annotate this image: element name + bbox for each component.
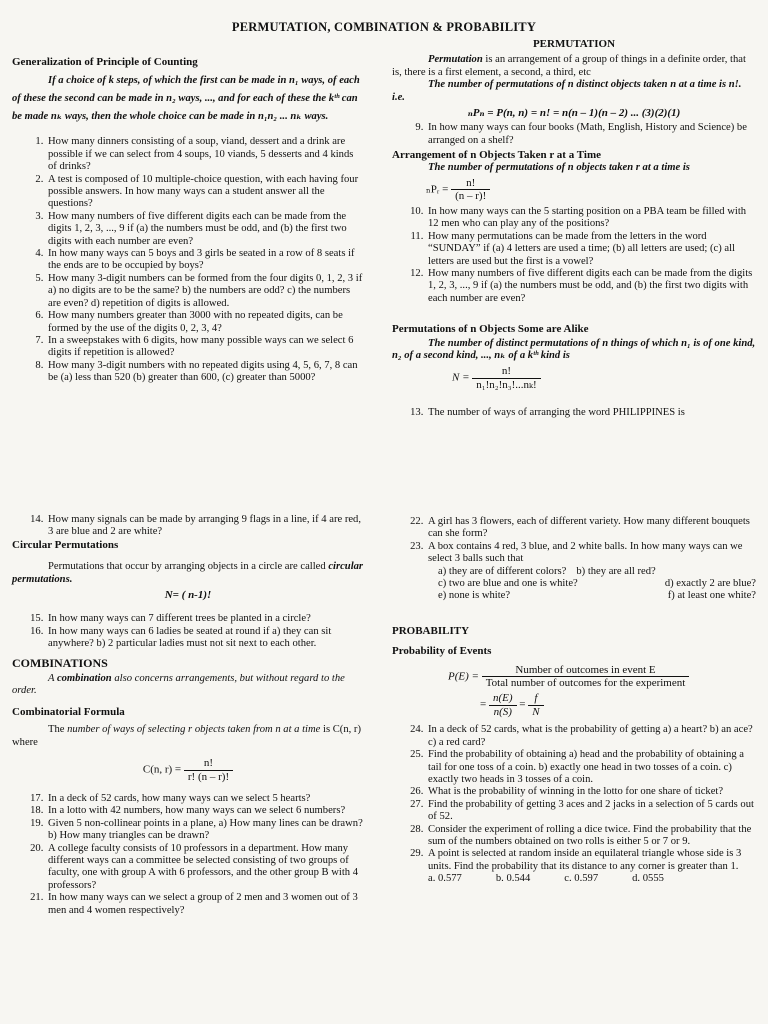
options-row [392, 590, 756, 602]
fraction-denominator: n₁!n₂!n₃!...nₖ! [476, 378, 537, 391]
list-item: 16. In how many ways can 6 ladies be seated at round if a) they can sit anywhere? b) 2 particular ladies must not sit next to each other. [46, 626, 364, 651]
counting-heading: Generalization of Principle of Counting [12, 56, 198, 68]
permutation-term: Permutation [428, 54, 483, 66]
option-text: d) exactly 2 are blue? [664, 578, 756, 590]
permutation-formula: ₙPₙ = P(n, n) = n! = n(n – 1)(n – 2) ... (3)(2)(1) [467, 107, 681, 120]
list-item: 14. How many signals can be made by arranging 9 flags in a line, if 4 are red, 3 are blue and 2 are white? [46, 514, 364, 539]
list-item: 18. In a lotto with 42 numbers, how many ways can we select 6 numbers? [46, 805, 364, 817]
combination-definition-pre: A [48, 673, 57, 685]
circular-formula: N= ( n-1)! [164, 589, 212, 602]
fraction-numerator: n! [451, 177, 490, 190]
list-item [426, 541, 756, 566]
list-item: 4. In how many ways can 5 boys and 3 girls be seated in a row of 8 seats if the ends are to be occupied by boys? [46, 248, 364, 273]
permutation-rule: The number of permutations of n distinct objects taken n at a time is n!. i.e. [392, 79, 742, 103]
combinations-heading: COMBINATIONS [12, 655, 108, 670]
probability-events-heading: Probability of Events [392, 645, 492, 658]
alike-formula-fraction [472, 365, 540, 391]
list-item: 27. Find the probability of getting 3 aces and 2 jacks in a selection of 5 cards out of 52. [426, 799, 756, 824]
arrangement-formula-fraction [451, 177, 490, 203]
combinatorial-definition-post: is C(n, r) where [12, 724, 361, 748]
list-item: 8. How many 3-digit numbers with no repeated digits using 4, 5, 6, 7, 8 can be (a) less than 520 (b) greater than 600, (c) greater than 5000? [46, 360, 364, 385]
list-item: 1. How many dinners consisting of a soup, viand, dessert and a drink are possible if we can select from 4 soups, 10 viands, 5 desserts and 4 kinds of drinks? [46, 136, 364, 173]
alike-formula [392, 365, 756, 391]
list-item: 13. The number of ways of arranging the word PHILIPPINES is [426, 407, 756, 419]
option-text: e) none is white? [438, 590, 511, 602]
list-item: 22. A girl has 3 flowers, each of different variety. How many different bouquets can she form? [426, 516, 756, 541]
permutation-definition [392, 54, 756, 79]
list-item: 26. What is the probability of winning in the lotto for one share of ticket? [426, 786, 756, 798]
circular-term: circular permutations. [12, 561, 364, 585]
arrangement-heading: Arrangement of n Objects Taken r at a Time [392, 149, 601, 162]
signal-items [12, 514, 364, 539]
alike-items [392, 407, 756, 419]
options-row [392, 578, 756, 590]
option-text: a) they are of different colors? [438, 565, 567, 577]
option-text: c) two are blue and one is white? [438, 578, 578, 590]
combination-formula-lhs: C(n, r) = [142, 763, 182, 776]
probability-section [392, 516, 756, 886]
list-item: 2. A test is composed of 10 multiple-choice question, with each having four possible answers. In how many ways can a student answer all the questions? [46, 174, 364, 211]
probability-eq-sign: = [519, 698, 526, 711]
permutation-items-a [392, 122, 756, 147]
list-item: 6. How many numbers greater than 3000 with no repeated digits, can be formed by the use of the digits 0, 2, 3, 4? [46, 310, 364, 335]
fraction-numerator: Number of outcomes in event E [482, 664, 690, 677]
fraction-numerator: f [528, 692, 543, 705]
list-item: 20. A college faculty consists of 10 professors in a department. How many different ways can a committee be selected consisting of two groups of faculty, one with group A with 6 professors, and the other group B with 4 professors? [46, 843, 364, 893]
list-item: 12. How many numbers of five different digits each can be made from the digits 1, 2, 3, ..., 9 if (a) the numbers must be odd, and (b) the first two digits with each number are even? [426, 268, 756, 305]
fraction-denominator: Total number of outcomes for the experiment [485, 677, 686, 690]
combination-term: combination [56, 673, 112, 685]
probability-formula-short [392, 692, 756, 718]
fraction-denominator: n(S) [493, 705, 512, 718]
list-item: 9. In how many ways can four books (Math, English, History and Science) be arranged on a shelf? [426, 122, 756, 147]
arrangement-formula-lhs: ₙPᵣ = [426, 183, 449, 196]
list-item: 24. In a deck of 52 cards, what is the probability of getting a) a heart? b) an ace? c) a red card? [426, 724, 756, 749]
combinatorial-definition [12, 724, 364, 749]
list-item: 19. Given 5 non-collinear points in a plane, a) How many lines can be drawn? b) How many triangles can be drawn? [46, 818, 364, 843]
combination-formula-fraction [184, 757, 233, 783]
answer-choice: b. 0.544 [495, 873, 531, 885]
list-item: 5. How many 3-digit numbers can be formed from the four digits 0, 1, 2, 3 if a) no digits are to be the same? b) the numbers are odd? c) the numbers are even? d) repetition of digits is allowed. [46, 273, 364, 310]
combinatorial-formula-heading: Combinatorial Formula [12, 705, 125, 718]
combinatorial-definition-italic: number of ways of selecting r objects taken from n at a time [67, 724, 321, 736]
fraction-denominator: r! (n – r)! [187, 770, 230, 783]
combination-definition [12, 673, 364, 698]
counting-section [12, 56, 364, 385]
probability-fraction-ne [489, 692, 517, 718]
answer-choice: a. 0.577 [428, 873, 462, 885]
alike-formula-lhs: N = [452, 371, 470, 384]
combination-definition-text: also concerns arrangements, but without regard to the order. [12, 673, 345, 697]
circular-definition [12, 561, 364, 586]
circular-items [12, 613, 364, 650]
answer-choices [392, 873, 756, 885]
arrangement-rule: The number of permutations of n objects taken r at a time is [428, 161, 690, 173]
list-item: 15. In how many ways can 7 different trees be planted in a circle? [46, 613, 364, 625]
fraction-numerator: n! [472, 365, 540, 378]
counting-items [12, 136, 364, 384]
fraction-numerator: n! [184, 757, 233, 770]
option-text: f) at least one white? [667, 590, 756, 602]
option-text: b) they are all red? [576, 565, 656, 577]
list-item: 17. In a deck of 52 cards, how many ways can we select 5 hearts? [46, 793, 364, 805]
bouquet-items [392, 516, 756, 566]
probability-fraction-fn [528, 692, 543, 718]
probability-formula-lhs: P(E) = [448, 670, 479, 683]
probability-formula-fraction [482, 664, 690, 690]
circular-heading: Circular Permutations [12, 538, 119, 551]
list-item: 3. How many numbers of five different digits each can be made from the digits 1, 2, 3, ..., 9 if (a) the numbers must be odd, and (b) the first two digits with each number are even? [46, 211, 364, 248]
list-item: 7. In a sweepstakes with 6 digits, how many possible ways can we select 6 digits if repetition is allowed? [46, 335, 364, 360]
permutation-heading: PERMUTATION [532, 38, 616, 50]
answer-choice: c. 0.597 [564, 873, 599, 885]
combinatorial-definition-pre: The [48, 724, 68, 736]
list-item: 28. Consider the experiment of rolling a dice twice. Find the probability that the sum of the numbers obtained on two rolls is either 5 or 7 or 9. [426, 824, 756, 849]
probability-items [392, 724, 756, 873]
counting-principle: If a choice of k steps, of which the first can be made in n₁ ways, of each of these the second can be made in n₂ ways, ..., and for each of these the kᵗʰ can be made nₖ ways, then the whole choice can be made in n₁n₂ ... nₖ ways. [12, 75, 360, 123]
answer-choice: d. 0555 [632, 873, 664, 885]
list-item: 10. In how many ways can the 5 starting position on a PBA team be filled with 12 men who can play any of the positions? [426, 206, 756, 231]
list-item-text: A box contains 4 red, 3 blue, and 2 white balls. In how many ways can we select 3 balls such that [428, 540, 743, 565]
page-title: PERMUTATION, COMBINATION & PROBABILITY [231, 20, 537, 34]
list-item: 29. A point is selected at random inside an equilateral triangle whose side is 3 units. Find the probability that its distance to any corner is greater than 1. [426, 848, 756, 873]
fraction-denominator: (n – r)! [455, 190, 487, 203]
fraction-numerator: n(E) [489, 692, 517, 705]
list-item: 21. In how many ways can we select a group of 2 men and 3 women out of 3 men and 4 women respectively? [46, 892, 364, 917]
arrangement-items [392, 206, 756, 305]
alike-heading: Permutations of n Objects Some are Alike [392, 323, 589, 336]
circular-definition-text: Permutations that occur by arranging objects in a circle are called [48, 561, 329, 573]
fraction-denominator: N [532, 705, 540, 718]
list-item: 11. How many permutations can be made from the letters in the word “SUNDAY” if (a) 4 letters are used a time; (b) all letters are used; (c) all letters are used but the first is a vowel? [426, 231, 756, 268]
options-row [392, 566, 756, 578]
probability-formula [392, 664, 756, 690]
combination-formula [12, 757, 364, 783]
probability-eq-sign: = [480, 698, 487, 711]
list-item: 25. Find the probability of obtaining a) head and the probability of obtaining a tail for one toss of a coin. b) exactly one head in two tosses of a coin. c) exactly two heads in 3 tosses of a coin. [426, 749, 756, 786]
probability-heading: PROBABILITY [392, 624, 470, 637]
permutation-definition-text: is an arrangement of a group of things in a definite order, that is, there is a first element, a second, a third, etc [392, 54, 746, 78]
combination-items [12, 793, 364, 917]
alike-rule: The number of distinct permutations of n things of which n₁ is of one kind, n₂ of a second kind, ..., nₖ of a kᵗʰ kind is [392, 337, 756, 361]
circular-combination-section [12, 514, 364, 917]
permutation-section [392, 38, 756, 420]
arrangement-formula [392, 177, 756, 203]
